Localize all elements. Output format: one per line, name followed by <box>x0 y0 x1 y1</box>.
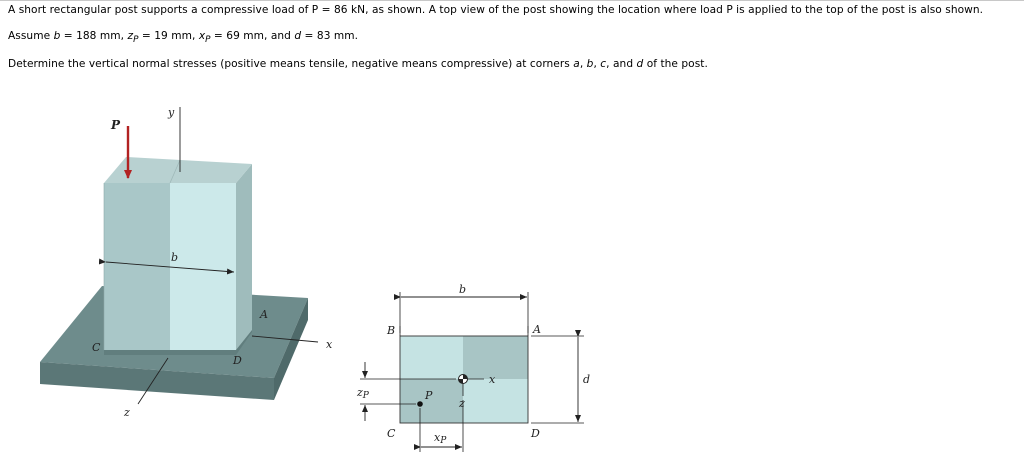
top-width-label: b <box>459 283 467 296</box>
top-corner-c-label: C <box>387 427 396 440</box>
post-top <box>104 157 252 183</box>
post-front-right <box>170 183 236 350</box>
z-axis-label: z <box>124 406 130 419</box>
top-corner-b-label: B <box>387 324 396 337</box>
y-axis-label: y <box>168 106 175 119</box>
top-view-quadrant-tr <box>463 336 528 379</box>
zp-label: zP <box>357 386 369 401</box>
x-axis-label: x <box>326 338 333 351</box>
problem-task: Determine the vertical normal stresses (positive means tensile, negative means compressive) at corners a, b, c, and d of the post. <box>8 58 708 70</box>
corner-d-label: D <box>233 354 242 367</box>
top-depth-label: d <box>583 373 591 386</box>
centroid-icon <box>459 375 468 384</box>
load-point-marker <box>417 401 423 407</box>
width-label: b <box>171 251 179 264</box>
problem-assumptions: Assume b = 188 mm, $z_P = 19$ mm, $x_P = 69$ mm, and d = 83 mm. <box>8 30 359 46</box>
top-view-quadrant-br <box>463 379 528 423</box>
top-view <box>356 283 590 452</box>
problem-intro: A short rectangular post supports a compressive load of P = 86 kN, as shown. A top view of the post showing the location where load P is applied to the top of the post is also shown. <box>8 4 984 16</box>
top-corner-d-label: D <box>531 427 540 440</box>
post-side <box>236 164 252 350</box>
isometric-view <box>40 106 333 419</box>
top-view-quadrant-tl <box>400 336 463 379</box>
corner-a-label: A <box>260 308 268 321</box>
xp-label: xP <box>434 431 447 446</box>
top-x-axis-label: x <box>489 373 496 386</box>
top-corner-a-label: A <box>533 323 541 336</box>
top-load-label: P <box>425 389 433 402</box>
top-z-axis-label: z <box>459 397 465 410</box>
load-label: P <box>111 118 121 132</box>
corner-c-label: C <box>92 341 101 354</box>
